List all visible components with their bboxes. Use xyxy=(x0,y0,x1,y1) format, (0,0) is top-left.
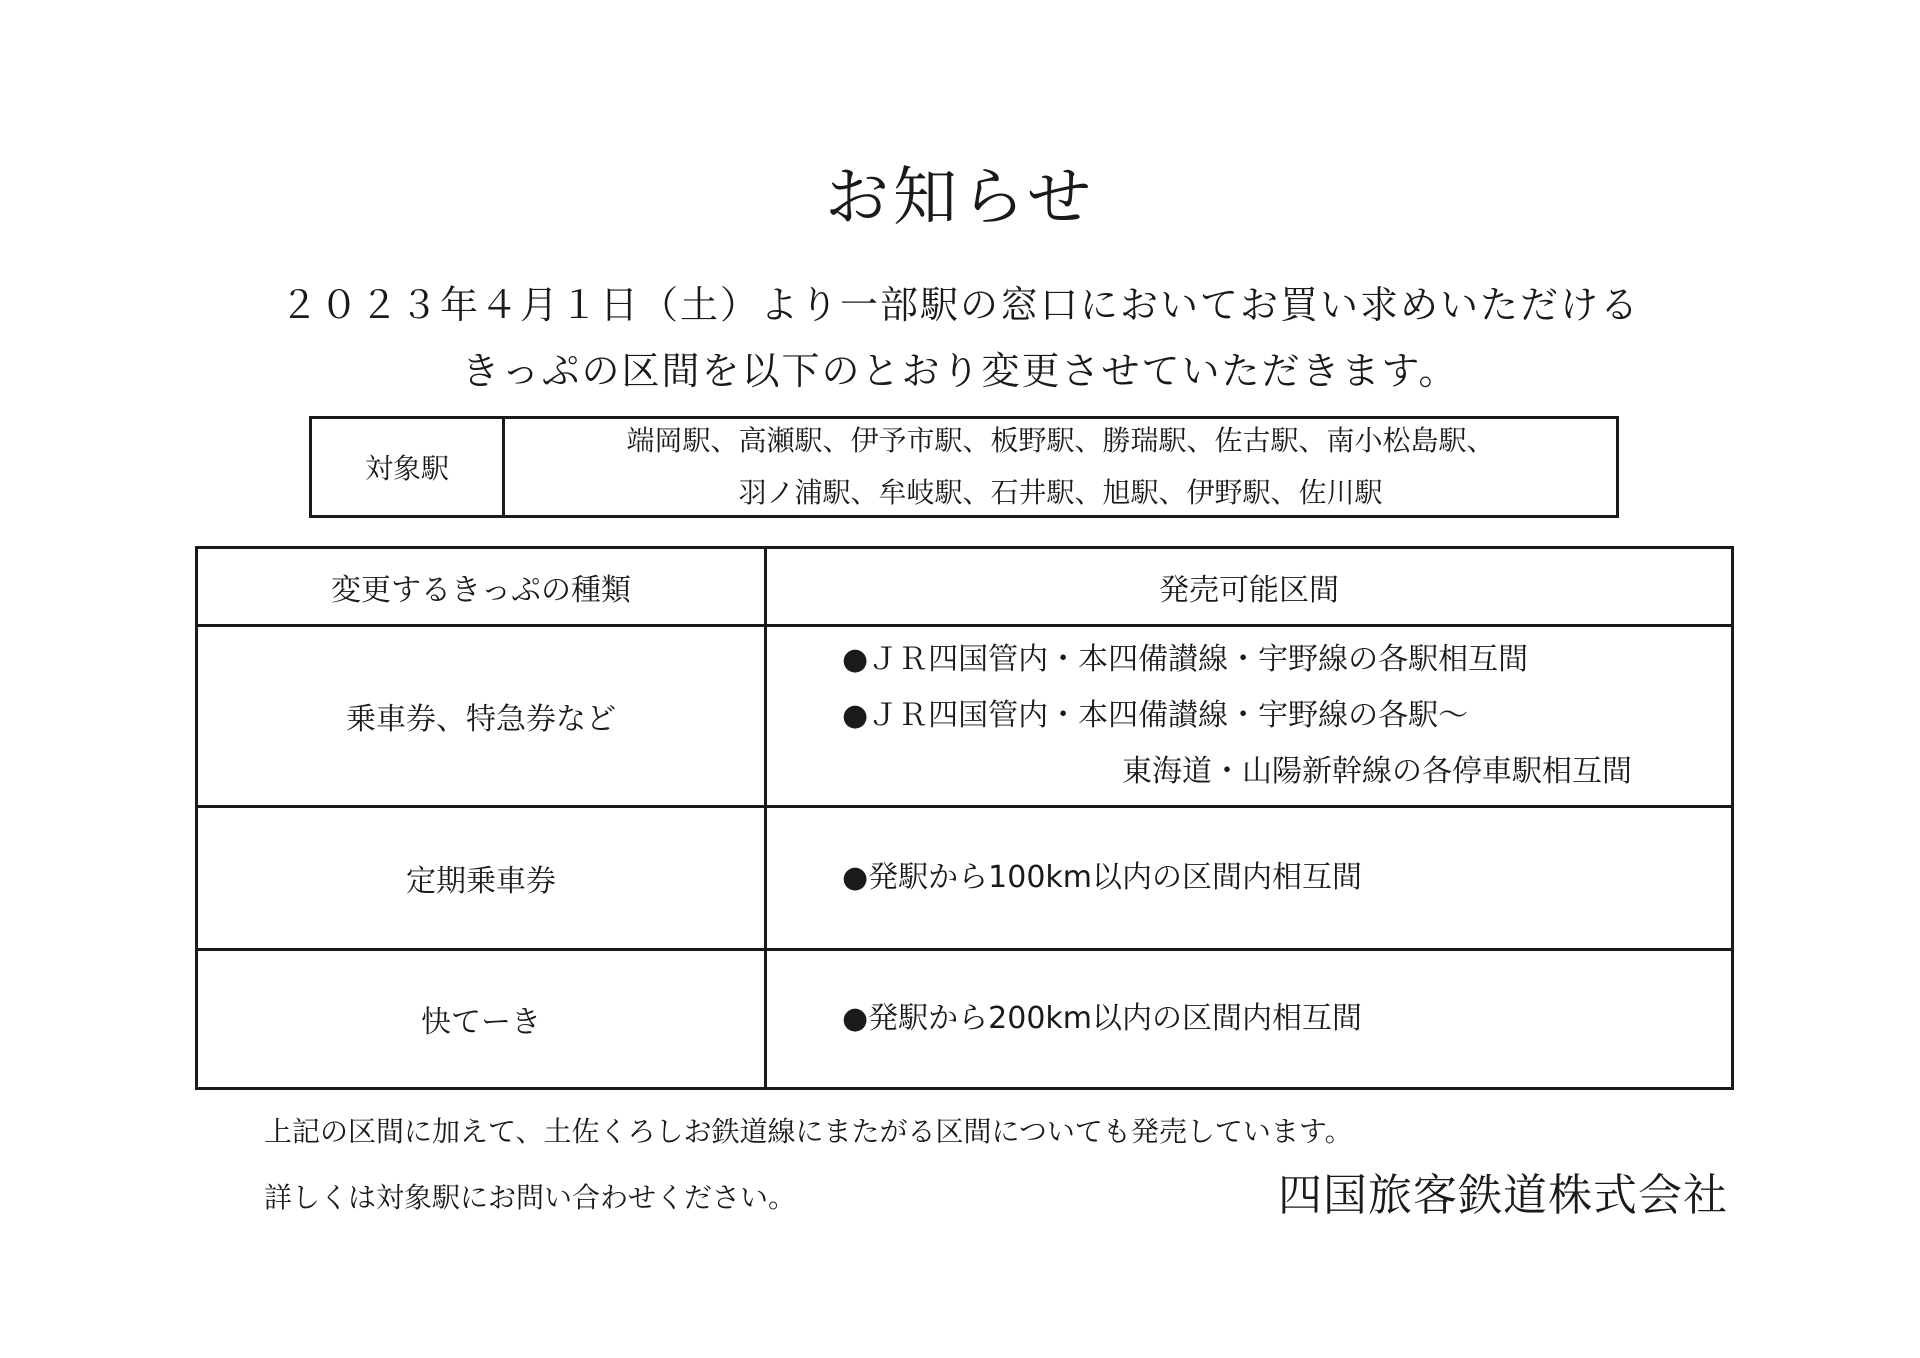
target-stations-row-2: 羽ノ浦駅、牟岐駅、石井駅、旭駅、伊野駅、佐川駅 xyxy=(738,476,1383,509)
target-stations-row-1: 端岡駅、高瀬駅、伊予市駅、板野駅、勝瑞駅、佐古駅、南小松島駅、 xyxy=(626,424,1495,457)
ticket-type-cell: 定期乗車券 xyxy=(198,808,767,948)
notice-lead-line-1: ２０２３年４月１日（土）より一部駅の窓口においてお買い求めいただける xyxy=(279,283,1640,327)
ticket-type-cell: 快てーき xyxy=(198,951,767,1087)
table-row xyxy=(198,808,1731,951)
section-cell xyxy=(767,808,1731,948)
notice-lead-line-2: きっぷの区間を以下のとおり変更させていただきます。 xyxy=(461,349,1459,393)
section-line: 東海道・山陽新幹線の各停車駅相互間 xyxy=(1122,754,1632,789)
section-line: ●ＪＲ四国管内・本四備讃線・宇野線の各駅～ xyxy=(842,698,1469,733)
target-stations-box xyxy=(309,416,1619,518)
footer-note-2: 詳しくは対象駅にお問い合わせください。 xyxy=(264,1181,797,1214)
section-cell xyxy=(767,627,1731,805)
section-cell xyxy=(767,951,1731,1087)
target-stations-list xyxy=(505,419,1616,515)
footer-note-1: 上記の区間に加えて、土佐くろしお鉄道線にまたがる区間についても発売しています。 xyxy=(264,1115,1353,1148)
ticket-type-cell: 乗車券、特急券など xyxy=(198,627,767,805)
target-stations-label: 対象駅 xyxy=(312,419,505,515)
company-name: 四国旅客鉄道株式会社 xyxy=(1278,1170,1728,1221)
notice-title: お知らせ xyxy=(824,161,1096,235)
header-ticket-type: 変更するきっぷの種類 xyxy=(198,549,767,624)
table-header-row xyxy=(198,549,1731,627)
ticket-section-table xyxy=(195,546,1734,1090)
section-line: ●ＪＲ四国管内・本四備讃線・宇野線の各駅相互間 xyxy=(842,642,1529,677)
table-row xyxy=(198,627,1731,808)
section-line: ●発駅から200km以内の区間内相互間 xyxy=(842,1001,1363,1036)
header-available-section: 発売可能区間 xyxy=(1159,572,1339,608)
section-line: ●発駅から100km以内の区間内相互間 xyxy=(842,860,1363,895)
table-row xyxy=(198,951,1731,1087)
